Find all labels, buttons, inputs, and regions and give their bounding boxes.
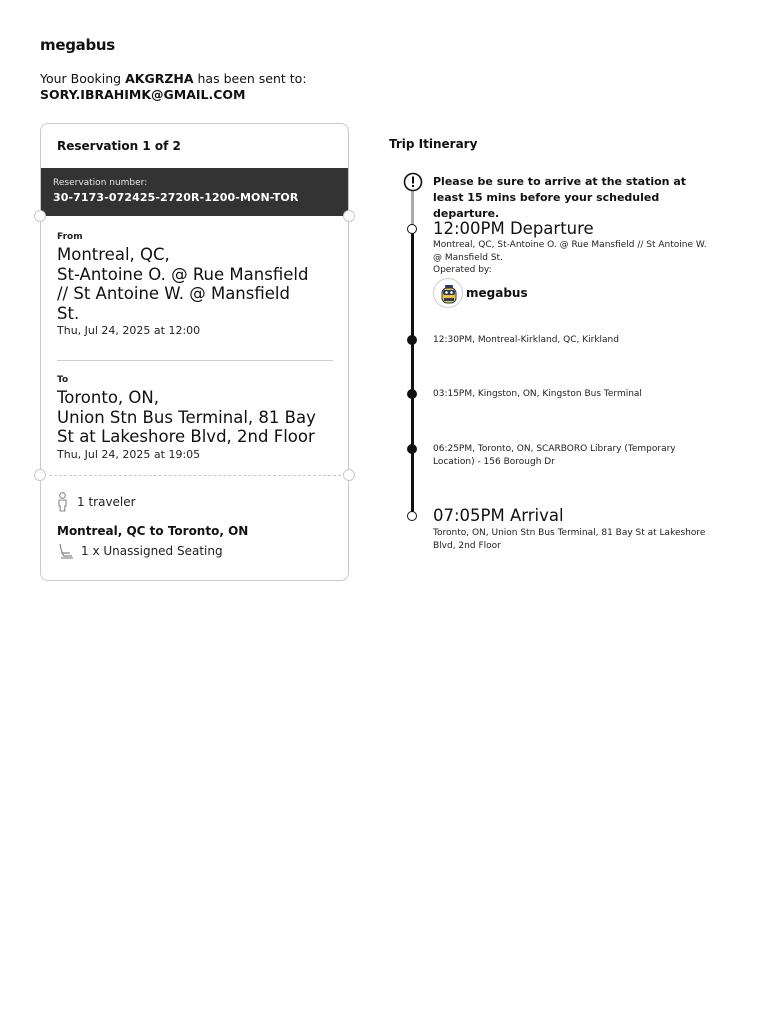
to-label: To — [57, 375, 69, 385]
ticket-notch — [34, 469, 46, 481]
itinerary-title: Trip Itinerary — [389, 137, 478, 151]
reservation-number-label: Reservation number: — [53, 178, 148, 188]
departure-dot — [407, 224, 417, 234]
destination-section — [57, 375, 337, 461]
booking-confirmation-text — [40, 71, 307, 103]
ticket-notch — [343, 469, 355, 481]
departure-heading: 12:00PM Departure — [433, 219, 594, 238]
arrival-address: Toronto, ON, Union Stn Bus Terminal, 81 Bay St at Lakeshore Blvd, 2nd Floor — [433, 528, 706, 551]
timeline-line — [411, 229, 414, 516]
stop-dot — [407, 444, 417, 454]
stop-dot — [407, 335, 417, 345]
departure-address: Montreal, QC, St-Antoine O. @ Rue Mansfield // St Antoine W. @ Mansfield St. — [433, 240, 707, 263]
booking-suffix: has been sent to: — [193, 71, 307, 86]
operated-by-label: Operated by: — [433, 265, 492, 275]
stop-item: 03:15PM, Kingston, ON, Kingston Bus Terminal — [433, 389, 642, 399]
booking-code: AKGRZHA — [125, 71, 194, 86]
recipient-email: SORY.IBRAHIMK@GMAIL.COM — [40, 87, 246, 102]
traveler-count — [57, 492, 136, 512]
reservation-number: 30-7173-072425-2720R-1200-MON-TOR — [53, 191, 299, 204]
exclamation-circle-icon — [403, 172, 423, 192]
seating-text: 1 x Unassigned Seating — [81, 544, 223, 558]
stop-dot — [407, 389, 417, 399]
megabus-logo: megabus — [40, 36, 115, 54]
arrival-dot — [407, 511, 417, 521]
section-divider — [57, 360, 333, 361]
stop-item: 12:30PM, Montreal-Kirkland, QC, Kirkland — [433, 335, 619, 345]
operator-name: megabus — [466, 286, 528, 300]
origin-section — [57, 232, 337, 337]
origin-place: Montreal, QC, St-Antoine O. @ Rue Mansfield // St Antoine W. @ Mansfield St. — [57, 245, 309, 323]
arrival-notice: Please be sure to arrive at the station at least 15 mins before your scheduled departure. — [433, 175, 687, 220]
traveler-text: 1 traveler — [77, 495, 136, 509]
destination-place: Toronto, ON, Union Stn Bus Terminal, 81 Bay St at Lakeshore Blvd, 2nd Floor — [57, 388, 316, 446]
reservation-card — [40, 123, 349, 581]
ticket-notch — [343, 210, 355, 222]
megabus-mascot-icon — [433, 278, 463, 308]
from-label: From — [57, 232, 83, 242]
stop-item: 06:25PM, Toronto, ON, SCARBORO Library (Temporary Location) - 156 Borough Dr — [433, 444, 676, 467]
booking-prefix: Your Booking — [40, 71, 126, 86]
reservation-title: Reservation 1 of 2 — [57, 139, 181, 153]
seating-info — [57, 542, 223, 560]
person-icon — [57, 492, 68, 512]
ticket-perforation — [49, 475, 341, 476]
destination-datetime: Thu, Jul 24, 2025 at 19:05 — [57, 447, 201, 461]
ticket-notch — [34, 210, 46, 222]
operator — [433, 278, 528, 308]
route-summary: Montreal, QC to Toronto, ON — [57, 524, 249, 538]
reservation-number-bar — [41, 168, 348, 216]
origin-datetime: Thu, Jul 24, 2025 at 12:00 — [57, 324, 201, 337]
seat-icon — [57, 542, 75, 560]
arrival-heading: 07:05PM Arrival — [433, 506, 564, 525]
timeline-line-pre — [411, 190, 414, 228]
